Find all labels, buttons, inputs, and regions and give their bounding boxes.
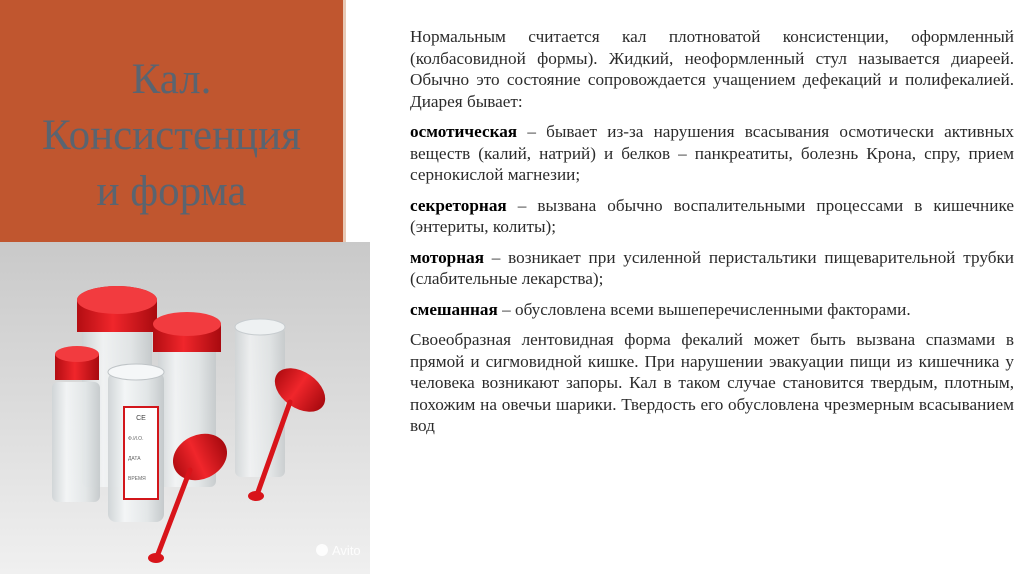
type-secretory	[410, 195, 1014, 238]
term-description: – вызвана обычно воспалительными процессами в кишечнике (энтериты, колиты);	[410, 195, 1014, 236]
title-line-1: Кал.	[131, 56, 212, 103]
term-description: – бывает из-за нарушения всасывания осмотически активных веществ (калий, натрий) и белков – панкреатиты, болезнь Крона, спру, прием сернокислой магнезии;	[410, 122, 1014, 184]
specimen-containers-photo	[0, 242, 370, 574]
term: моторная	[410, 247, 485, 267]
type-osmotic	[410, 121, 1014, 186]
conclusion-paragraph: Своеобразная лентовидная форма фекалий может быть вызвана спазмами в прямой и сигмовидной кишке. При нарушении эвакуации пищи из кишечника у человека возникают запоры. Кал в таком случае становится твердым, плотным, похожим на овечьи шарики. Твердость его обусловлена чрезмерным всасыванием вод	[410, 330, 1014, 435]
intro-paragraph: Нормальным считается кал плотноватой консистенции, оформленный (колбасовидной формы). Жидкий, неоформленный стул называется диареей. Обычно это состояние сопровождается учащением дефекаций и полифекалией. Диарея бывает:	[410, 27, 1014, 111]
containers-illustration	[0, 242, 370, 574]
container-body	[235, 327, 285, 477]
type-motor	[410, 247, 1014, 290]
container-body	[52, 382, 100, 502]
label-header: CE	[136, 415, 146, 422]
slide-body	[410, 26, 1014, 446]
label-field: ВРЕМЯ	[128, 476, 146, 482]
term: смешанная	[410, 299, 498, 319]
term: секреторная	[410, 195, 507, 215]
label-field: ДАТА	[128, 456, 141, 462]
title-line-3: и форма	[96, 168, 247, 215]
watermark-icon	[316, 544, 328, 556]
term: осмотическая	[410, 122, 518, 141]
type-mixed	[410, 299, 1014, 321]
watermark-text: Avito	[332, 543, 361, 558]
slide-title	[0, 52, 343, 220]
label-field: Ф.И.О.	[128, 436, 144, 442]
term-description: – обусловлена всеми вышеперечисленными факторами.	[497, 299, 911, 319]
title-line-2: Консистенция	[42, 112, 301, 159]
term-description: – возникает при усиленной перистальтики пищеварительной трубки (слабительные лекарства);	[410, 247, 1014, 288]
